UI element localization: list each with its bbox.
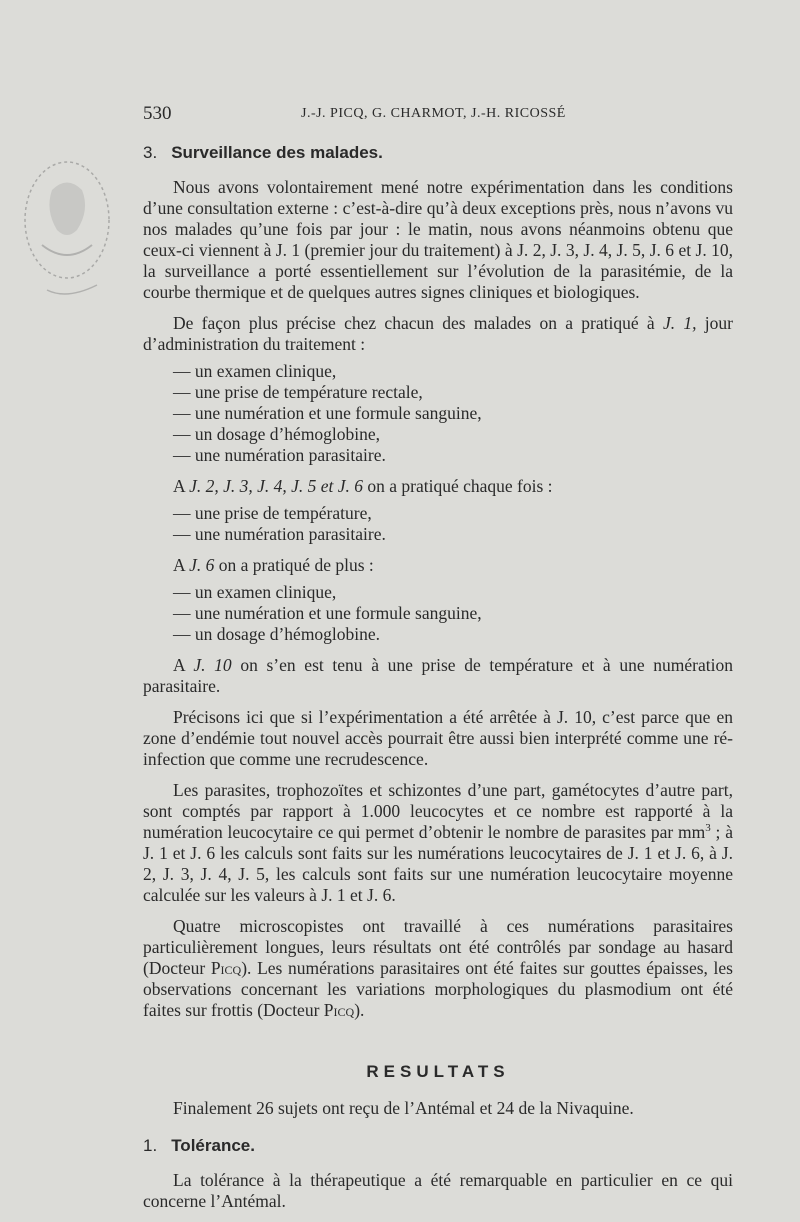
text-run: De façon plus précise chez chacun des malades on a pratiqué à bbox=[173, 313, 663, 333]
section-heading-tolerance bbox=[143, 1135, 733, 1156]
text-run: on a pratiqué chaque fois : bbox=[363, 476, 553, 496]
running-title: J.-J. PICQ, G. CHARMOT, J.-H. RICOSSÉ bbox=[301, 106, 566, 121]
text-run: on a pratiqué de plus : bbox=[214, 555, 374, 575]
text-run: Les parasites, trophozoïtes et schizontes d’une part, gamétocytes d’autre part, sont comptés par rapport à 1.000 leucocytes et ce nombre est rapporté à la numération leucocytaire ce qui permet d’obtenir le nombre de parasites par mm bbox=[143, 780, 733, 842]
text-run: A bbox=[173, 655, 194, 675]
list-item: — une prise de température rectale, bbox=[173, 382, 733, 403]
list-item: — une numération parasitaire. bbox=[173, 524, 733, 545]
text-run: jour d’administration du traitement : bbox=[143, 313, 733, 354]
paragraph bbox=[143, 916, 733, 1021]
text-run: Quatre microscopistes ont travaillé à ces numérations parasitaires particulièrement longues, leurs résultats ont été contrôlés par sondage au hasard (Docteur bbox=[143, 916, 733, 978]
text-run: ; à J. 1 et J. 6 les calculs sont faits sur les numérations leucocytaires de J. 1 et J. 6, à J. 2, J. 3, J. 4, J. 5, les calculs sont faits sur une numération leucocytaire moyenne calculée sur les valeurs à J. 1 et J. 6. bbox=[143, 822, 733, 905]
list-item: — une numération et une formule sanguine, bbox=[173, 403, 733, 424]
paragraph: La tolérance à la thérapeutique a été remarquable en particulier en ce qui concerne l’Antémal. bbox=[143, 1170, 733, 1211]
section-title: Surveillance des malades. bbox=[171, 143, 383, 162]
list-item: — un dosage d’hémoglobine, bbox=[173, 424, 733, 445]
text-run: ). Les numérations parasitaires ont été faites sur gouttes épaisses, les observations concernant les variations morphologiques du plasmodium ont été faites sur frottis (Docteur bbox=[143, 958, 733, 1020]
list-item: — un examen clinique, bbox=[173, 582, 733, 603]
paragraph bbox=[143, 313, 733, 355]
list-day6 bbox=[143, 582, 733, 645]
text-run: A bbox=[173, 555, 190, 575]
italic-run: J. 10 bbox=[193, 655, 232, 675]
italic-run: J. 6 bbox=[189, 555, 215, 575]
paragraph: Nous avons volontairement mené notre expérimentation dans les conditions d’une consultation externe : c’est-à-dire qu’à deux exceptions près, nous n’avons vu nos malades qu’une fois par jour : le matin, nous avons néanmoins obtenu que ceux-ci viennent à J. 1 (premier jour du traitement) à J. 2, J. 3, J. 4, J. 5, J. 6 et J. 10, la surveillance a porté essentiellement sur l’évolution de la parasitémie, de la courbe thermique et de quelques autres signes cliniques et biologiques. bbox=[143, 177, 733, 302]
section-number: 1. bbox=[143, 1136, 158, 1155]
page-number: 530 bbox=[143, 103, 172, 124]
section-number: 3. bbox=[143, 143, 158, 162]
paragraph bbox=[143, 476, 733, 497]
results-heading: RESULTATS bbox=[366, 1062, 510, 1081]
list-item: — une numération parasitaire. bbox=[173, 445, 733, 466]
paragraph: Précisons ici que si l’expérimentation a été arrêtée à J. 10, c’est parce que en zone d’endémie tout nouvel accès pourrait être aussi bien interprété comme une ré-infection que comme une recrudescence. bbox=[143, 707, 733, 769]
paragraph: Finalement 26 sujets ont reçu de l’Antémal et 24 de la Nivaquine. bbox=[173, 1098, 634, 1118]
paragraph bbox=[143, 780, 733, 906]
section-title: Tolérance. bbox=[171, 1136, 255, 1155]
list-item: — un dosage d’hémoglobine. bbox=[173, 624, 733, 645]
list-day1 bbox=[143, 361, 733, 466]
text-run: on s’en est tenu à une prise de température et à une numération parasitaire. bbox=[143, 655, 733, 696]
superscript: 3 bbox=[705, 822, 711, 835]
list-days2-6 bbox=[143, 503, 733, 545]
running-header bbox=[143, 103, 733, 127]
section-heading-surveillance bbox=[143, 142, 733, 163]
page-body bbox=[143, 142, 733, 1222]
paragraph bbox=[143, 655, 733, 697]
list-item: — une numération et une formule sanguine, bbox=[173, 603, 733, 624]
text-run: A bbox=[173, 476, 190, 496]
italic-run: J. 1, bbox=[662, 313, 697, 333]
text-run: ). bbox=[354, 1000, 365, 1020]
italic-run: J. 2, J. 3, J. 4, J. 5 et J. 6 bbox=[189, 476, 364, 496]
library-stamp-icon bbox=[12, 150, 122, 310]
author-name: Picq bbox=[323, 1000, 355, 1020]
list-item: — un examen clinique, bbox=[173, 361, 733, 382]
paragraph bbox=[143, 555, 733, 576]
author-name: Picq bbox=[210, 958, 242, 978]
list-item: — une prise de température, bbox=[173, 503, 733, 524]
